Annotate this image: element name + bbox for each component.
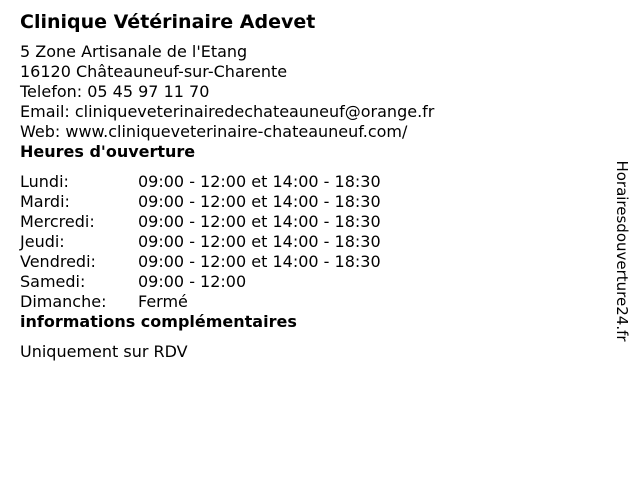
hours-row-jeudi — [20, 232, 600, 252]
opening-hours-heading: Heures d'ouverture — [20, 142, 196, 161]
hours-day: Mardi: — [20, 192, 70, 211]
hours-time: 09:00 - 12:00 et 14:00 - 18:30 — [138, 252, 381, 271]
email-line: Email: cliniqueveterinairedechateauneuf@orange.fr — [20, 102, 435, 121]
hours-day: Vendredi: — [20, 252, 96, 271]
additional-info-text: Uniquement sur RDV — [20, 342, 188, 361]
hours-row-mercredi — [20, 212, 600, 232]
hours-day: Dimanche: — [20, 292, 107, 311]
hours-row-samedi — [20, 272, 600, 292]
site-watermark: Horairesdouverture24.fr — [613, 160, 631, 342]
hours-row-dimanche — [20, 292, 600, 312]
hours-row-lundi — [20, 172, 600, 192]
web-line: Web: www.cliniqueveterinaire-chateauneuf.com/ — [20, 122, 408, 141]
opening-hours-table — [20, 172, 600, 312]
hours-day: Jeudi: — [20, 232, 65, 251]
hours-row-vendredi — [20, 252, 600, 272]
address-block — [20, 42, 600, 142]
business-name: Clinique Vétérinaire Adevet — [20, 11, 316, 33]
hours-time: 09:00 - 12:00 — [138, 272, 247, 291]
hours-time: 09:00 - 12:00 et 14:00 - 18:30 — [138, 172, 381, 191]
hours-row-mardi — [20, 192, 600, 212]
phone-line: Telefon: 05 45 97 11 70 — [20, 82, 210, 101]
hours-time: 09:00 - 12:00 et 14:00 - 18:30 — [138, 212, 381, 231]
street-address: 5 Zone Artisanale de l'Etang — [20, 42, 248, 61]
hours-time: Fermé — [138, 292, 188, 311]
hours-time: 09:00 - 12:00 et 14:00 - 18:30 — [138, 192, 381, 211]
hours-day: Lundi: — [20, 172, 69, 191]
hours-day: Mercredi: — [20, 212, 95, 231]
hours-day: Samedi: — [20, 272, 86, 291]
additional-info-heading: informations complémentaires — [20, 312, 297, 331]
hours-time: 09:00 - 12:00 et 14:00 - 18:30 — [138, 232, 381, 251]
business-card — [20, 10, 600, 362]
city-line: 16120 Châteauneuf-sur-Charente — [20, 62, 288, 81]
